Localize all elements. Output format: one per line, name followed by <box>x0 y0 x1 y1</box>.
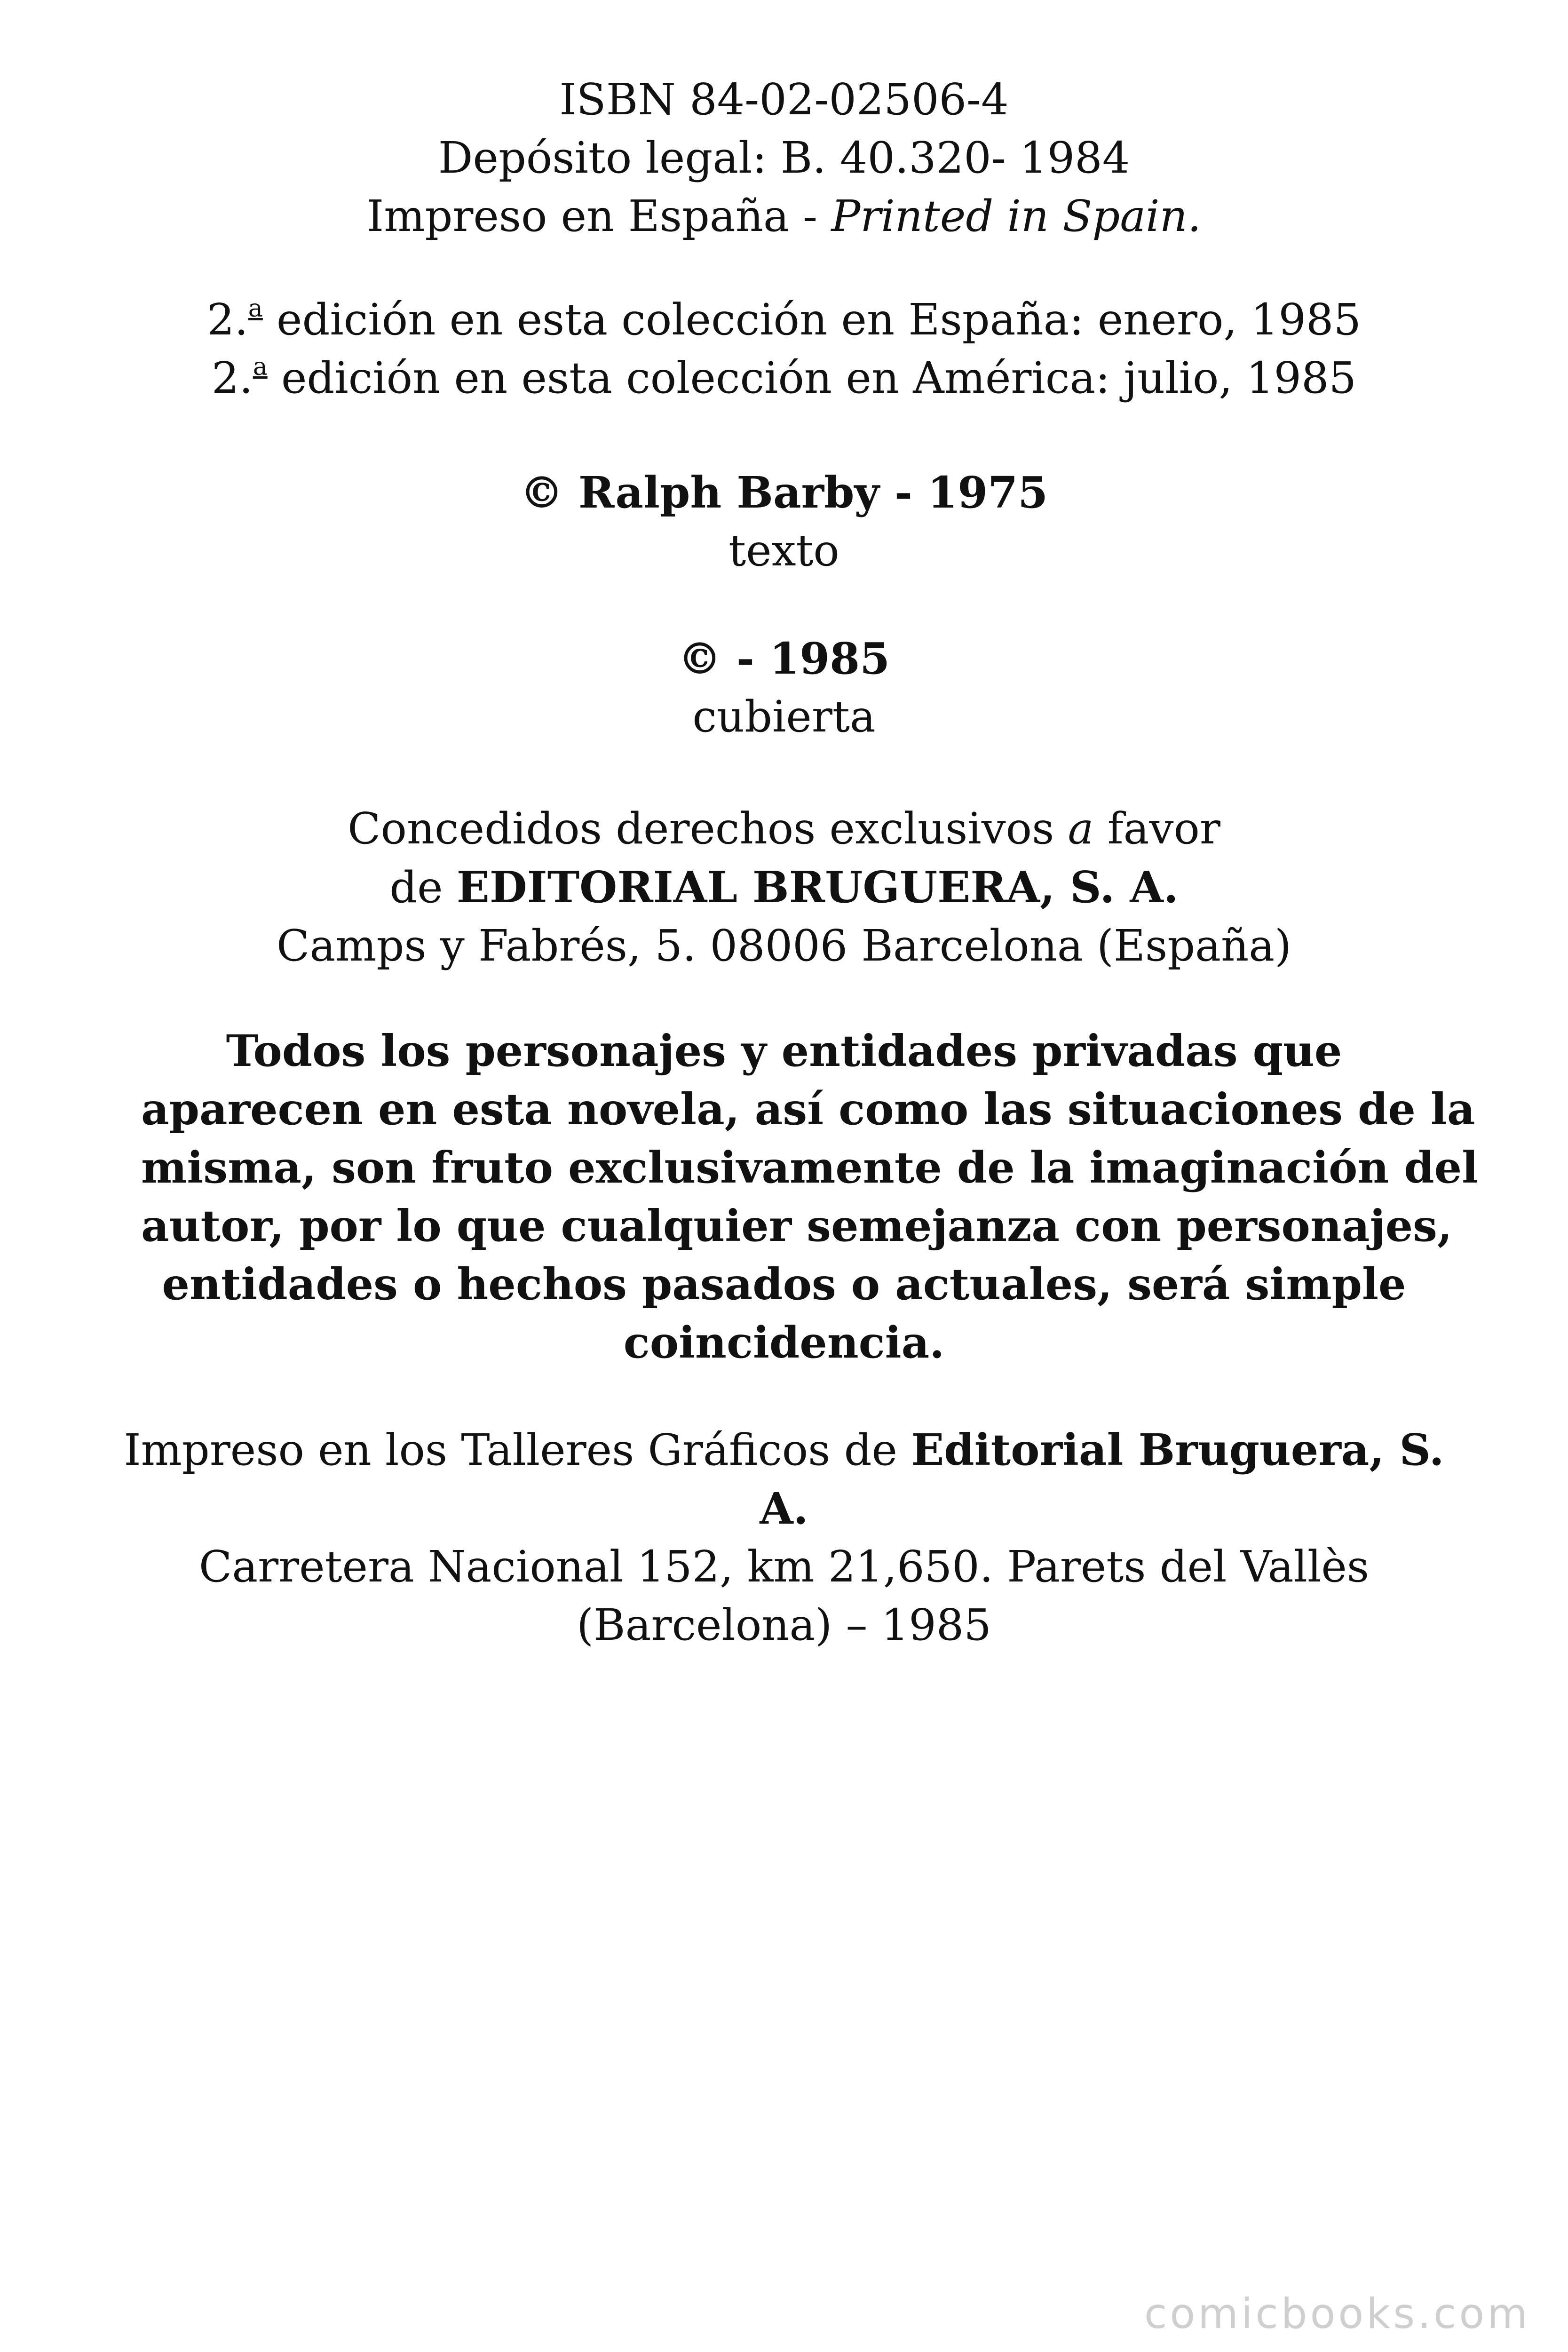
printer-city-year: (Barcelona) – 1985 <box>577 1600 991 1650</box>
disclaimer-line: aparecen en esta novela, así como las situaciones de la <box>141 1084 1475 1135</box>
edition-ordinal: a <box>253 353 268 381</box>
editions-block <box>0 291 1568 407</box>
printer-name: Editorial Bruguera, S. <box>911 1424 1444 1475</box>
rights-line-2 <box>0 858 1568 917</box>
copyright-cover-block <box>0 629 1568 746</box>
copyright-text-block <box>0 463 1568 580</box>
printer-prefix: Impreso en los Talleres Gráficos de <box>124 1425 911 1475</box>
copyright-text-label: texto <box>729 525 839 576</box>
rights-italic: a <box>1068 803 1094 854</box>
disclaimer-line: misma, son fruto exclusivamente de la imaginación del <box>141 1142 1479 1193</box>
copyright-cover: © - 1985 <box>678 633 890 684</box>
copyright-cover-label: cubierta <box>692 691 876 742</box>
rights-text: Concedidos derechos exclusivos <box>348 803 1068 854</box>
disclaimer-line: autor, por lo que cualquier semejanza con personajes, <box>141 1200 1452 1251</box>
fiction-disclaimer <box>141 1022 1479 1372</box>
watermark-logo: comicbooks.com <box>1144 2289 1530 2338</box>
disclaimer-line: Todos los personajes y entidades privadas que <box>226 1025 1342 1076</box>
publisher-name: EDITORIAL BRUGUERA, S. A. <box>456 862 1179 913</box>
edition-ordinal: a <box>248 294 263 323</box>
rights-line-1 <box>0 800 1568 858</box>
isbn-line: ISBN 84-02-02506-4 <box>559 74 1009 125</box>
edition-america-text: edición en esta colección en América: julio, 1985 <box>267 353 1357 403</box>
imprint-block <box>0 71 1568 246</box>
printer-block <box>0 1421 1568 1654</box>
rights-text-end: favor <box>1093 803 1220 854</box>
disclaimer-line: coincidencia. <box>623 1317 945 1368</box>
edition-america-line <box>0 349 1568 407</box>
printed-in-line <box>0 187 1568 246</box>
copyright-author: © Ralph Barby - 1975 <box>520 467 1048 518</box>
printer-line-1 <box>0 1421 1568 1479</box>
edition-spain-line <box>0 291 1568 349</box>
printer-address: Carretera Nacional 152, km 21,650. Parets del Vallès <box>198 1542 1370 1592</box>
printed-in-english: Printed in Spain. <box>831 191 1202 241</box>
rights-block <box>0 800 1568 975</box>
edition-spain-text: edición en esta colección en España: enero, 1985 <box>262 294 1361 345</box>
printer-name-end: A. <box>760 1483 808 1534</box>
printed-in-spanish: Impreso en España - <box>366 191 832 241</box>
rights-prefix: de <box>389 862 457 913</box>
edition-number: 2. <box>207 294 248 345</box>
edition-number: 2. <box>211 353 253 403</box>
publisher-address: Camps y Fabrés, 5. 08006 Barcelona (España) <box>276 921 1291 971</box>
disclaimer-line: entidades o hechos pasados o actuales, será simple <box>162 1259 1406 1310</box>
deposito-legal-line: Depósito legal: B. 40.320- 1984 <box>438 133 1130 183</box>
